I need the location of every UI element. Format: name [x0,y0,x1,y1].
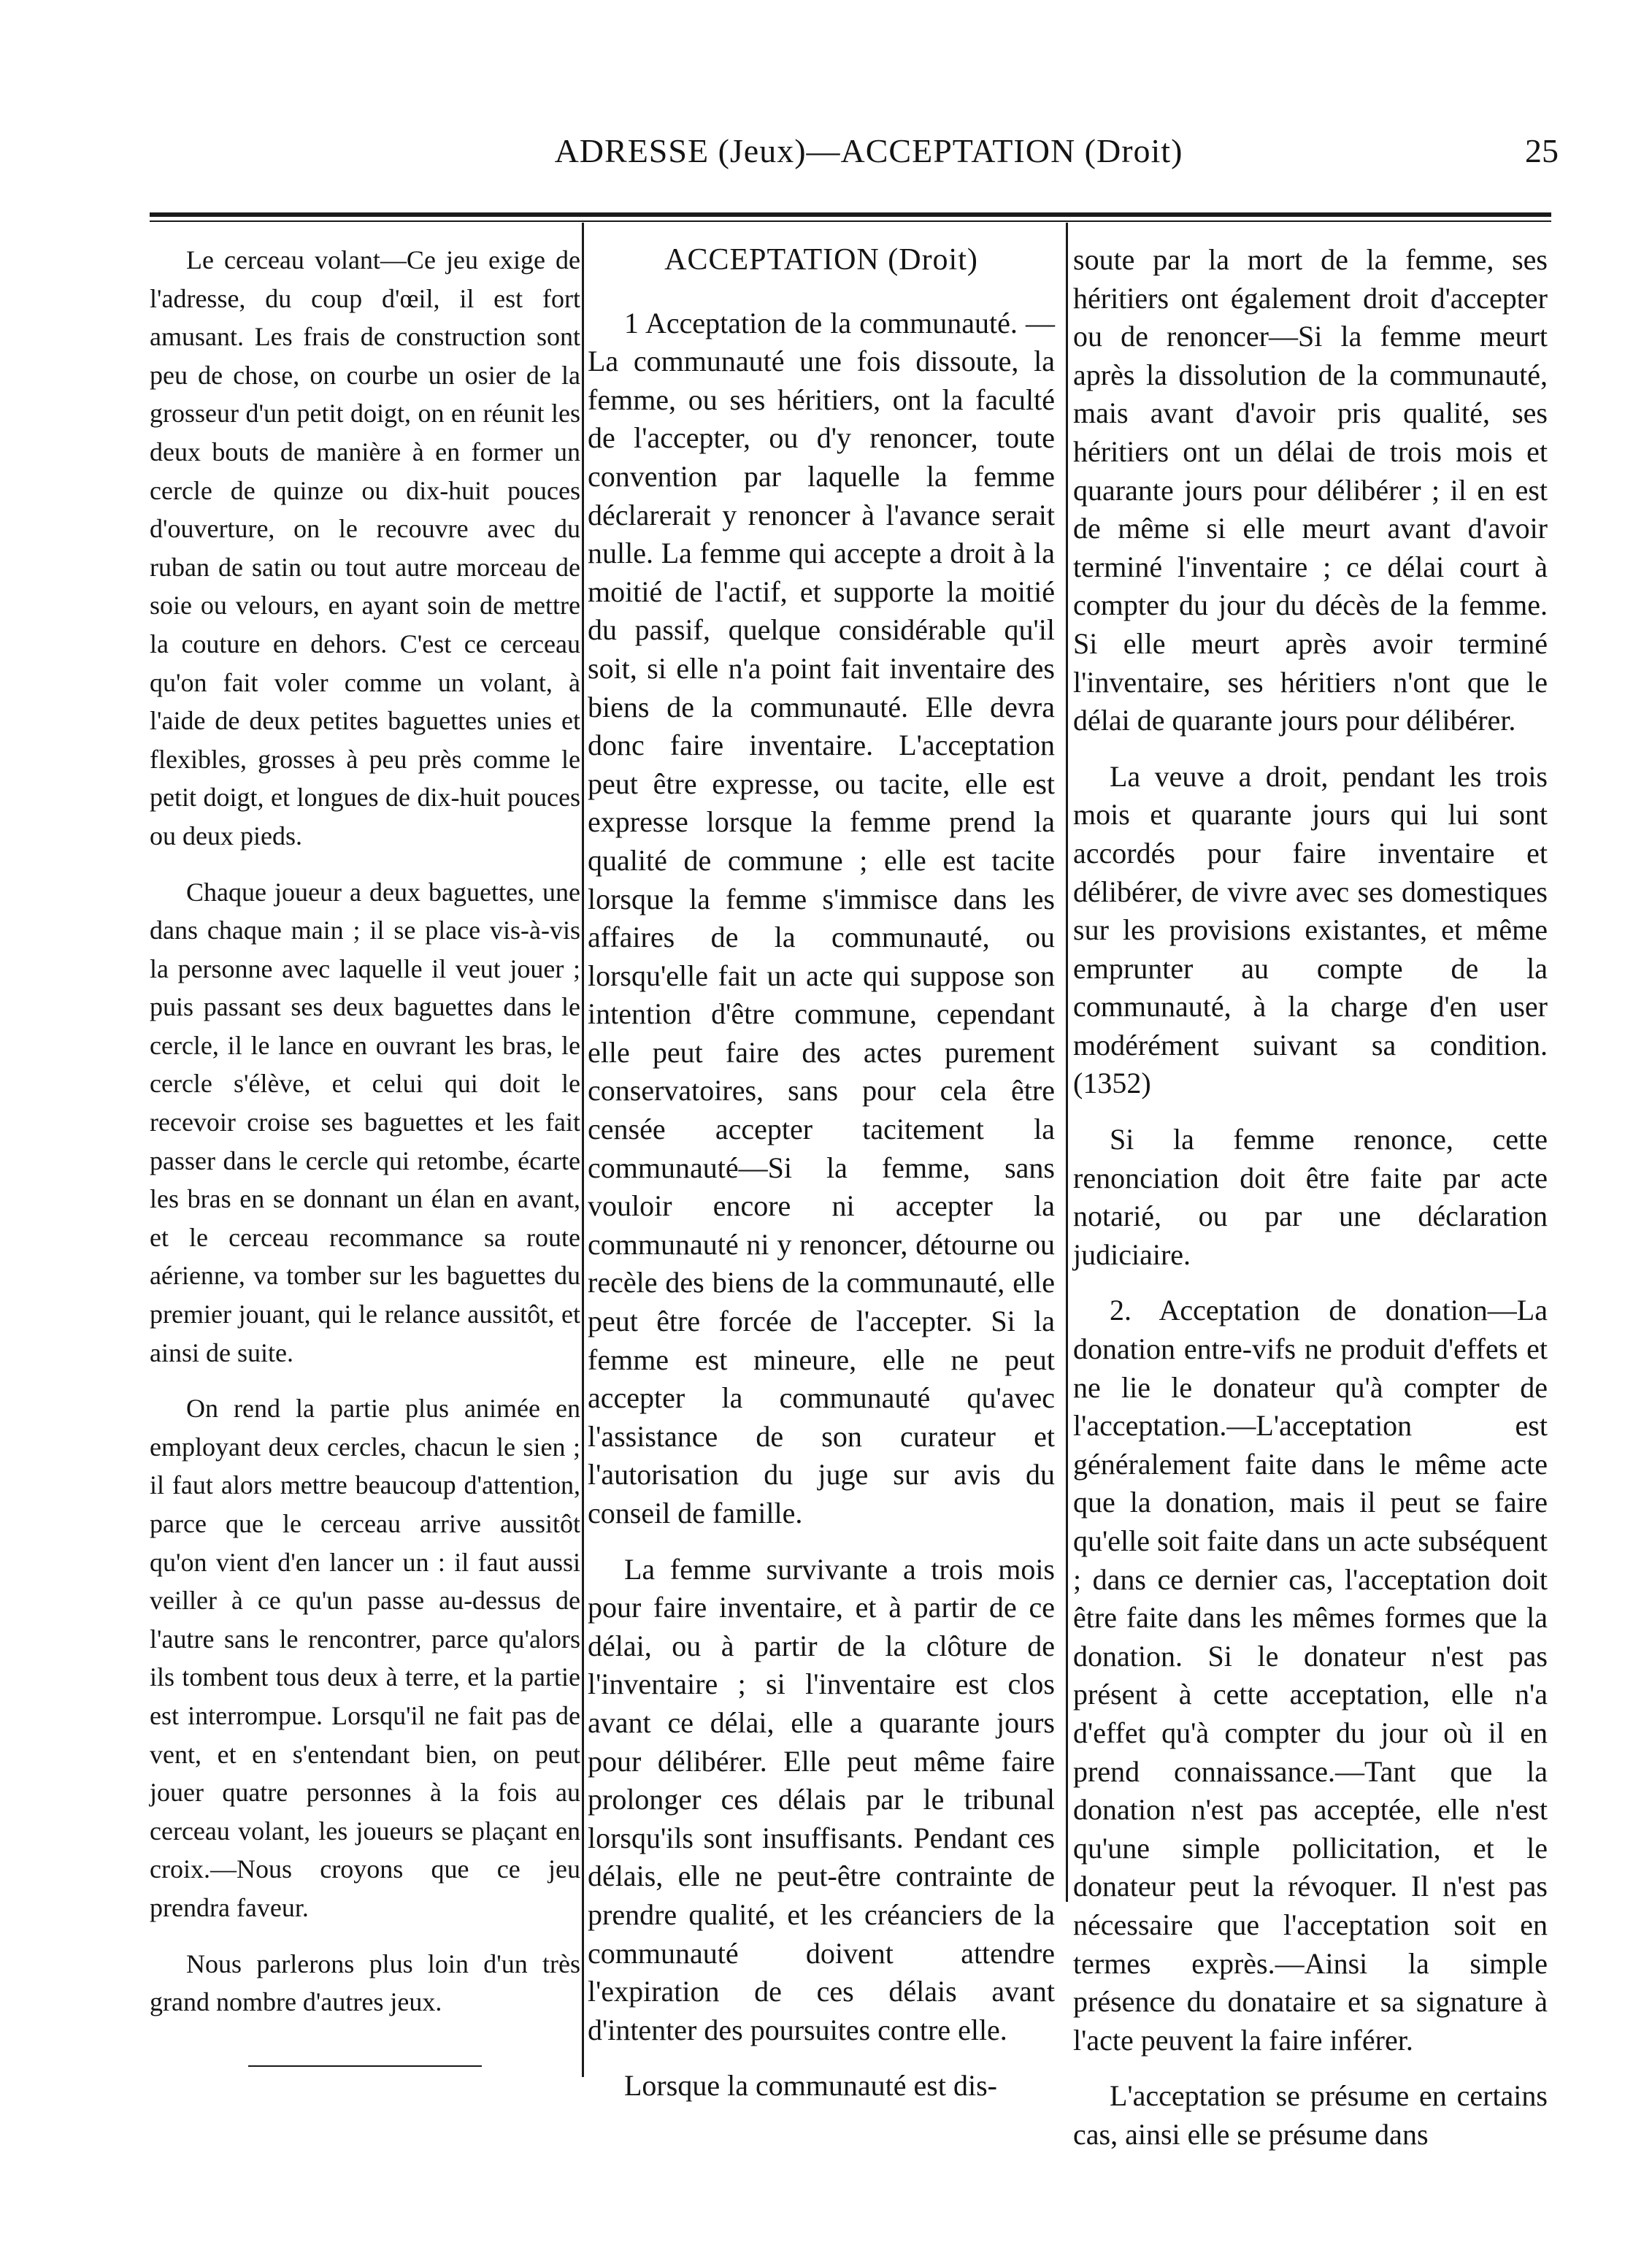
paragraph: Chaque joueur a deux baguettes, une dans chaque main ; il se place vis-à-vis la personne avec laquelle il veut jouer ; puis passant ses deux baguettes dans le cercle, il le lance en ouvrant les bras, le cercle s'élève, et celui qui doit le recevoir croise ses baguettes et les fait passer dans le cercle qui retombe, écarte les bras en se donnant un élan en avant, et le cerceau recommance sa route aérienne, va tomber sur les baguettes du premier jouant, qui le relance aussitôt, et ainsi de suite. [150,877,580,1367]
paragraph: Le cerceau volant—Ce jeu exige de l'adresse, du coup d'œil, il est fort amusant. Les frais de construction sont peu de chose, on courbe un osier de la grosseur d'un petit doigt, on en réunit les deux bouts de manière à en former un cercle de quinze ou dix-huit pouces d'ouverture, on le recouvre avec du ruban de satin ou tout autre morceau de soie ou velours, en ayant soin de mettre la couture en dehors. C'est ce cerceau qu'on fait voler comme un volant, à l'aide de deux petites baguettes unies et flexibles, grosses à peu près comme le petit doigt, et longues de dix-huit pouces ou deux pieds. [150,245,580,851]
header-rule-thin [150,220,1551,222]
middle-column [588,241,1055,2123]
header-rule-thick [150,212,1551,217]
paragraph: soute par la mort de la femme, ses héritiers ont également droit d'accepter ou de renoncer—Si la femme meurt après la dissolution de la communauté, mais avant d'avoir pris qualité, ses héritiers ont un délai de trois mois et quarante jours pour délibérer ; il en est de même si elle meurt avant d'avoir terminé l'inventaire ; ce délai court à compter du jour du décès de la femme. Si elle meurt après avoir terminé l'inventaire, ses héritiers n'ont que le délai de quarante jours pour délibérer. [1073,243,1548,737]
left-column [150,241,580,2067]
paragraph: On rend la partie plus animée en employant deux cercles, chacun le sien ; il faut alors mettre beaucoup d'attention, parce que le cerceau arrive aussitôt qu'on vient d'en lancer un : il faut aussi veiller à ce qu'un passe au-dessus de l'autre sans le rencontrer, parce qu'alors ils tombent tous deux à terre, et la partie est interrompue. Lorsqu'il ne fait pas de vent, et en s'entendant bien, on peut jouer quatre personnes à la fois au cerceau volant, les joueurs se plaçant en croix.—Nous croyons que ce jeu prendra faveur. [150,1394,580,1922]
right-column [1073,241,1548,2172]
paragraph: La femme survivante a trois mois pour faire inventaire, et à partir de ce délai, ou à partir de la clôture de l'inventaire ; si l'inventaire est clos avant ce délai, elle a quarante jours pour délibérer. Elle peut même faire prolonger ces délais par le tribunal lorsqu'ils sont insuffisants. Pendant ces délais, elle ne peut-être contrainte de prendre qualité, et les créanciers de la communauté doivent attendre l'expiration de ces délais avant d'intenter des poursuites contre elle. [588,1552,1055,2046]
paragraph: Lorsque la communauté est dis- [624,2069,997,2103]
paragraph: Si la femme renonce, cette renonciation doit être faite par acte notarié, ou par une déclaration judiciaire. [1073,1123,1548,1271]
end-rule [248,2065,482,2067]
paragraph: La veuve a droit, pendant les trois mois et quarante jours qui lui sont accordés pour faire inventaire et délibérer, de vivre avec ses domestiques sur les provisions existantes, et même emprunter au compte de la communauté, à la charge d'en user modérément suivant sa condition. (1352) [1073,759,1548,1100]
page-header [146,131,1577,190]
page-number: 25 [1525,132,1559,169]
column-divider-right [1066,223,1068,1902]
paragraph: L'acceptation se présume en certains cas, ainsi elle se présume dans [1073,2079,1548,2151]
section-title: ACCEPTATION (Droit) [664,243,978,277]
paragraph: 1 Acceptation de la communauté. —La communauté une fois dissoute, la femme, ou ses héritiers, ont la faculté de l'accepter, ou d'y renoncer, toute convention par laquelle la femme déclarerait y renoncer à l'avance serait nulle. La femme qui accepte a droit à la moitié de l'actif, et supporte la moitié du passif, quelque considérable qu'il soit, si elle n'a point fait inventaire des biens de la communauté. Elle devra donc faire inventaire. L'acceptation peut être expresse, ou tacite, elle est expresse lorsque la femme prend la qualité de commune ; elle est tacite lorsque la femme s'immisce dans les affaires de la communauté, ou lorsqu'elle fait un acte qui suppose son intention d'être commune, cependant elle peut faire des actes purement conservatoires, sans pour cela être censée accepter tacitement la communauté—Si la femme, sans vouloir encore ni accepter la communauté ni y renoncer, détourne ou recèle des biens de la communauté, elle peut être forcée de l'accepter. Si la femme est mineure, elle ne peut accepter la communauté qu'avec l'assistance de son curateur et l'autorisation du juge sur avis du conseil de famille. [588,306,1055,1529]
paragraph: Nous parlerons plus loin d'un très grand nombre d'autres jeux. [150,1949,580,2017]
running-title: ADRESSE (Jeux)—ACCEPTATION (Droit) [554,132,1183,169]
column-divider-left [582,223,584,2077]
paragraph: 2. Acceptation de donation—La donation entre-vifs ne produit d'effets et ne lie le donateur qu'à compter de l'acceptation.—L'acceptation est généralement faite dans le même acte que la donation, mais il peut se faire qu'elle soit faite dans un acte subséquent ; dans ce dernier cas, l'acceptation doit être faite dans les mêmes formes que la donation. Si le donateur n'est pas présent à cette acceptation, elle n'a d'effet qu'à compter du jour où il en prend connaissance.—Tant que la donation n'est pas acceptée, elle n'est qu'une simple pollicitation, et le donateur peut la révoquer. Il n'est pas nécessaire que l'acceptation soit en termes exprès.—Ainsi la simple présence du donataire et sa signature à l'acte peuvent la faire inférer. [1073,1294,1548,2057]
